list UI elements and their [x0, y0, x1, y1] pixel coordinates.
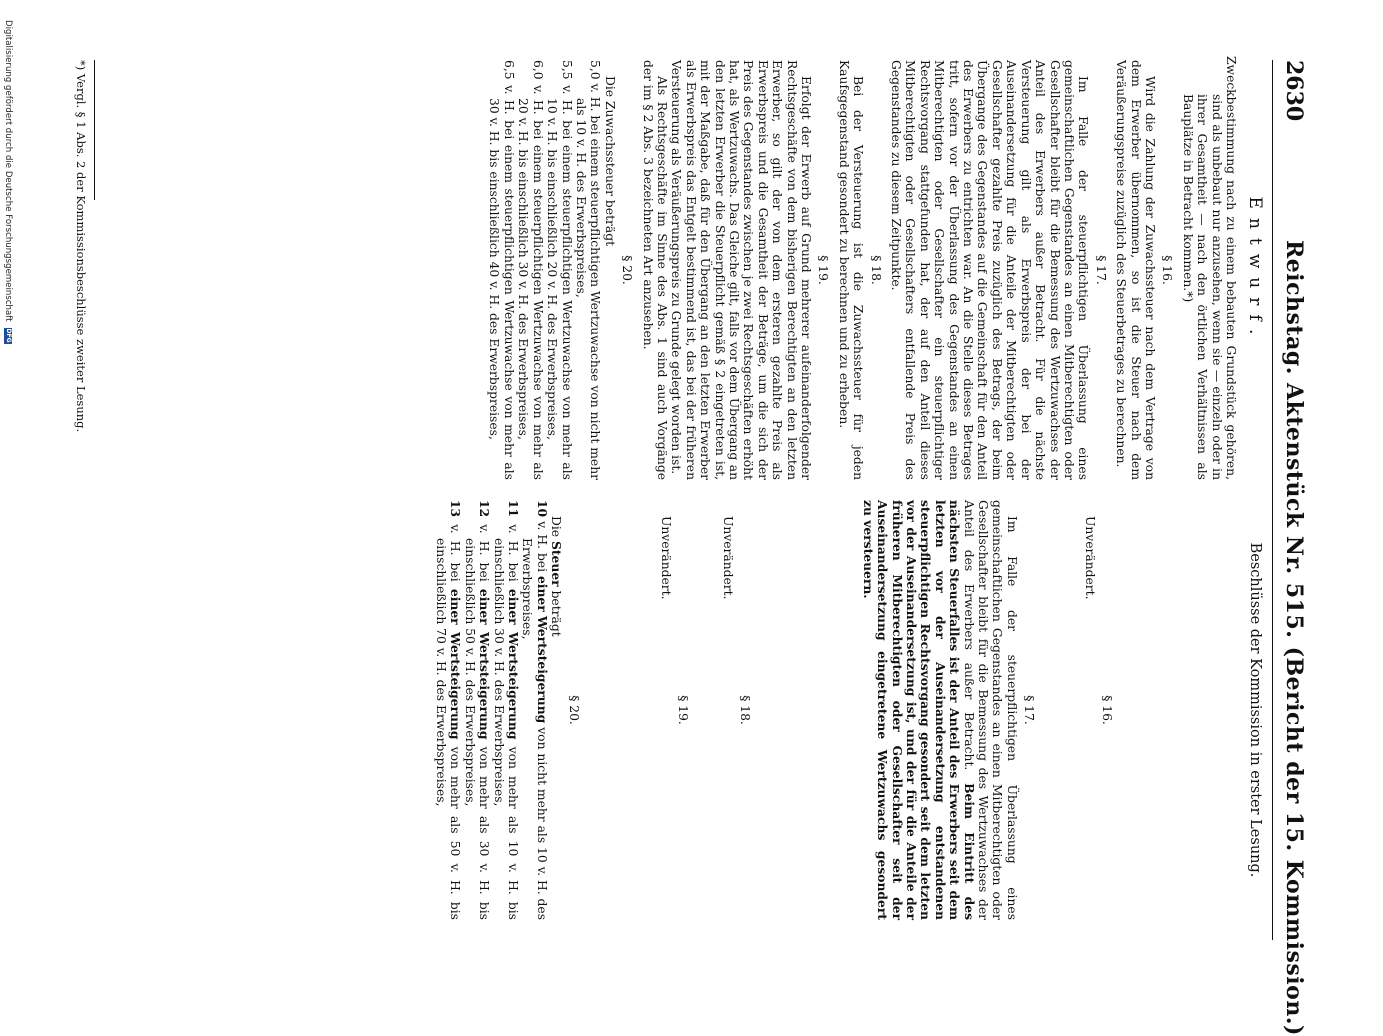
right-s19-heading: § 19. — [676, 695, 691, 725]
page-number: 2630 — [1281, 60, 1307, 122]
rate-value: 10 — [534, 500, 550, 518]
dfg-logo-icon: DFG — [5, 328, 12, 343]
rate-post: von mehr als 50 v. H. bis einschließlich 70 v. H. des Erwerbspreises, — [434, 538, 463, 920]
right-s18-text: Unverändert. — [720, 516, 735, 600]
digitization-credit — [3, 20, 13, 980]
left-s19-text: Erfolgt der Erwerb auf Grund mehrerer aufeinanderfolgender Rechtsgeschäfte von dem bisherigen Berechtigten an den letzten Erwerber, so gilt der von dem ersteren gezahlte Preis als Erwerbspreis und die Gesamtheit der Beträge, um die sich der Preis des Gegenstandes zwischen je zwei Rechtsgeschäften erhöht hat, als Wertzuwachs. Das Gleiche gilt, falls vor dem Übergang an den letzten Erwerber die Steuerpflicht gemäß § 2 eingetreten ist, mit der Maßgabe, daß für den Übergang an den letzten Erwerber als Erwerbspreis das Entgelt bestimmend ist, das bei der früheren Versteuerung als Veräußerungspreis zu Grunde gelegt worden ist. — [669, 60, 814, 480]
right-column — [434, 500, 1238, 920]
left-s19-heading: § 19. — [816, 255, 831, 285]
left-s20-item: 6,0 v. H. bei einem steuerpflichtigen Wertzuwachse von mehr als 20 v. H. bis einschließlich 30 v. H. des Erwerbspreises, — [516, 60, 545, 480]
right-s20-item — [434, 500, 463, 920]
right-s16-text: Unverändert. — [1082, 516, 1097, 600]
right-s16-heading: § 16. — [1100, 695, 1114, 725]
left-s18-text: Bei der Versteuerung ist die Zuwachssteuer für jeden Kaufsgegenstand gesondert zu berechnen und zu erheben. — [836, 60, 866, 480]
rate-post: von mehr als 30 v. H. bis einschließlich 50 v. H. des Erwerbspreises, — [462, 538, 492, 920]
right-s20-item — [462, 500, 491, 920]
rate-bold: einer Wertsteigerung — [506, 588, 522, 740]
rate-pre: v. H. bei — [534, 521, 549, 573]
rate-pre: v. H. bei — [477, 524, 492, 582]
left-s19-text2: Als Rechtsgeschäfte im Sinne des Abs. 1 sind auch Vorgänge der im § 2 Abs. 3 bezeichneten Art anzusehen. — [640, 60, 669, 480]
right-s20-intro-rest: beträgt — [549, 590, 564, 637]
right-s20-heading: § 20. — [566, 695, 581, 725]
footnote-rule — [94, 60, 95, 200]
right-s18-heading: § 18. — [738, 695, 753, 725]
rate-bold: einer Wertsteigerung — [477, 588, 493, 740]
left-column — [487, 56, 1238, 480]
page-header — [1273, 60, 1313, 1036]
right-s20-intro-bold: Steuer — [549, 541, 565, 587]
rate-bold: einer Wertsteigerung — [534, 575, 550, 724]
left-s20-item: 5,0 v. H. bei einem steuerpflichtigen Wertzuwachse von nicht mehr als 10 v. H. des Erwerbspreises, — [573, 60, 603, 480]
left-s20-item: 6,5 v. H. bei einem steuerpflichtigen Wertzuwachse von mehr als 30 v. H. bis einschließlich 40 v. H. des Erwerbspreises, — [487, 60, 516, 480]
right-s17-text-plain: Im Falle der steuerpflichtigen Überlassung eines gemeinschaftlichen Gegenstandes an einen Mitberechtigten oder Gesellschafter bleibt für die Bemessung des Wertzuwachses der Anteil des Erwerbers außer Betracht. — [961, 500, 1019, 920]
left-s18-heading: § 18. — [868, 255, 883, 285]
rate-value: 13 — [448, 500, 464, 518]
rate-post: von nicht mehr als 10 v. H. des Erwerbspreises, — [520, 538, 549, 920]
left-s20-heading: § 20. — [620, 255, 635, 285]
right-s17-heading: § 17. — [1022, 695, 1037, 725]
left-s16-heading: § 16. — [1160, 255, 1175, 285]
rate-post: von mehr als 10 v. H. bis einschließlich 30 v. H. des Erwerbspreises, — [491, 538, 521, 920]
left-s17-text: Im Falle der steuerpflichtigen Überlassung eines gemeinschaftlichen Gegenstandes an einen Mitberechtigten oder Gesellschafter bleibt für die Bemessung des Wertzuwachses der Anteil des Erwerbers außer Betracht. Für die nächste Versteuerung gilt als Erwerbspreis der bei der Auseinandersetzung für die Anteile der Mitberechtigten oder Gesellschafter gezahlte Preis zuzüglich des Betrags, der beim Übergange des Gegenstandes auf die Gemeinschaft für den Anteil des Erwerbers zu entrichten war. An die Stelle dieses Betrages tritt, sofern vor der Überlassung des Gegenstandes an einen Mitberechtigten oder Gesellschafter ein steuerpflichtiger Rechtsvorgang stattgefunden hat, der auf den Anteil dieses Mitberechtigten oder Gesellschafters entfallende Preis des Gegenstandes zu diesem Zeitpunkte. — [889, 60, 1091, 480]
page-title: Reichstag. Aktenstück Nr. 515. (Bericht der 15. Kommission.) — [1281, 240, 1307, 1036]
credit-text: Digitalisierung gefördert durch die Deutsche Forschungsgemeinschaft — [3, 20, 13, 322]
right-column-title: Beschlüsse der Kommission in erster Lesung. — [1247, 542, 1263, 878]
left-column-title: Entwurf. — [1245, 196, 1265, 344]
header-rule — [1272, 60, 1273, 940]
left-s20-item: 5,5 v. H. bei einem steuerpflichtigen Wertzuwachse von mehr als 10 v. H. bis einschließlich 20 v. H. des Erwerbspreises, — [545, 60, 574, 480]
right-s20-intro — [549, 500, 563, 920]
footnote: *) Vergl. § 1 Abs. 2 der Kommissionsbeschlüsse zweiter Lesung. — [74, 60, 88, 433]
rate-pre: v. H. bei — [506, 524, 521, 582]
rate-value: 12 — [477, 500, 493, 518]
rate-value: 11 — [506, 500, 522, 518]
right-s20-item — [491, 500, 520, 920]
right-s19-text: Unverändert. — [659, 516, 674, 600]
rate-bold: einer Wertsteigerung — [448, 588, 464, 740]
right-s20-item — [520, 500, 549, 920]
rate-pre: v. H. bei — [448, 524, 463, 582]
left-intro: Zweckbestimmung nach zu einem bebauten Grundstück gehören, sind als unbebaut nur anzusehen, wenn sie — einzeln oder in ihrer Gesamtheit — nach den örtlichen Verhältnissen als Bauplätze in Betracht kommen.*) — [1180, 56, 1238, 480]
left-s17-heading: § 17. — [1093, 255, 1108, 285]
right-s20-intro-plain: Die — [549, 516, 564, 538]
right-s17-paragraph — [860, 500, 1018, 920]
left-s20-intro: Die Zuwachssteuer beträgt — [602, 76, 617, 247]
left-s16-text: Wird die Zahlung der Zuwachssteuer nach dem Vertrage von dem Erwerber übernommen, so ist die Steuer nach dem Veräußerungspreise zuzüglich des Steuerbetrages zu berechnen. — [1114, 60, 1157, 480]
right-s17-text-bold: Beim Eintritt des nächsten Steuerfalles ist der Anteil des Erwerbers seit dem letzten vor der Auseinandersetzung entstandenen steuerpflichtigen Rechtsvorgang gesondert seit dem letzten vor der Auseinandersetzung ist, und der für die Anteile der früheren Mitberechtigten oder Gesellschafter seit der Auseinandersetzung eingetretene Wertzuwachs gesondert zu versteuern. — [860, 500, 977, 920]
